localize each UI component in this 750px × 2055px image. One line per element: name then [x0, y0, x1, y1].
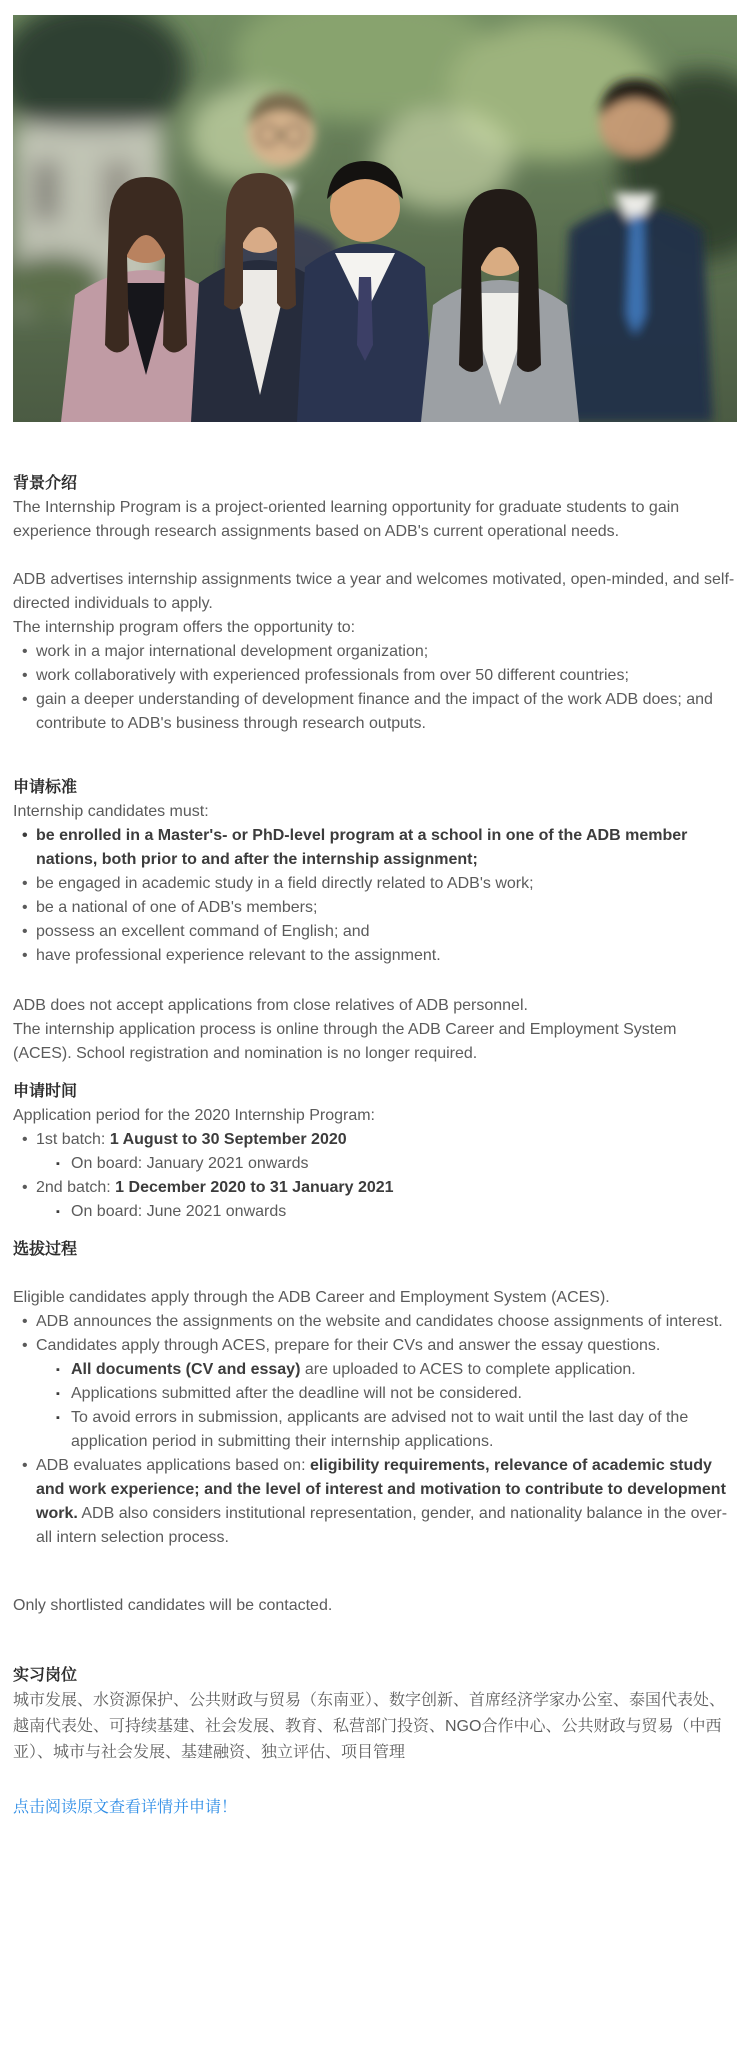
bullet-dot-icon: •: [22, 827, 28, 844]
batch-list: [13, 1128, 737, 1224]
list-item-line: contribute to ADB's business through research outputs.: [36, 715, 426, 732]
section-selection: [13, 1238, 737, 1618]
list-item-text: [36, 824, 737, 872]
list-item-text: possess an excellent command of English; and: [36, 923, 370, 940]
list-item: [56, 1152, 737, 1176]
batch-label: 2nd batch:: [36, 1179, 116, 1196]
bullet-dot-icon: •: [22, 923, 28, 940]
list-item: [22, 1128, 737, 1176]
list-item: [56, 1358, 737, 1382]
list-item: [56, 1406, 737, 1454]
list-item-line: Candidates apply through ACES, prepare for their CVs and answer the essay questions.: [36, 1337, 661, 1354]
footer: [13, 1796, 737, 1820]
bullet-dot-icon: •: [22, 691, 28, 708]
section-heading: 背景介绍: [13, 475, 78, 492]
batch-dates: 1 December 2020 to 31 January 2021: [115, 1179, 394, 1196]
bullet-square-icon: ▪: [56, 1364, 60, 1376]
batch-label: 1st batch:: [36, 1131, 110, 1148]
bullet-dot-icon: •: [22, 643, 28, 660]
interns-photo-illustration: [13, 15, 737, 422]
section-background: [13, 472, 737, 736]
paragraph-line: ADB advertises internship assignments twice a year and welcomes motivated, open-minded, and self-directed individuals to apply.: [13, 571, 735, 612]
bullet-square-icon: ▪: [56, 1388, 60, 1400]
bullet-dot-icon: •: [22, 667, 28, 684]
plain-text: ADB also considers institutional representation, gender, and nationality balance in the over-all intern selection process.: [36, 1505, 728, 1546]
paragraph-line: The internship program offers the opportunity to:: [13, 619, 356, 636]
list-item-text: [36, 1176, 737, 1224]
interns-group-photo[interactable]: [13, 15, 737, 422]
plain-text: are uploaded to ACES to complete application.: [300, 1361, 636, 1378]
paragraph: Internship candidates must:: [13, 803, 209, 820]
section-heading: 申请标准: [13, 779, 78, 796]
paragraph: The Internship Program is a project-oriented learning opportunity for graduate students to gain experience through research assignments based on ADB's current operational needs.: [13, 499, 680, 540]
section-criteria: [13, 776, 737, 1066]
paragraph: Only shortlisted candidates will be contacted.: [13, 1597, 333, 1614]
list-item: [22, 944, 737, 968]
list-item-text: have professional experience relevant to the assignment.: [36, 947, 441, 964]
list-item-text: Applications submitted after the deadline will not be considered.: [71, 1385, 522, 1402]
positions-text: 城市发展、水资源保护、公共财政与贸易（东南亚）、数字创新、首席经济学家办公室、泰国代表处、越南代表处、可持续基建、社会发展、教育、私营部门投资、NGO合作中心、公共财政与贸易（中西亚）、城市与社会发展、基建融资、独立评估、项目管理: [13, 1692, 726, 1761]
plain-text: ADB evaluates applications based on:: [36, 1457, 310, 1474]
bold-text: be enrolled in a Master's- or PhD-level program at a school in one of the ADB member nations, both prior to and after the internship assignment;: [36, 827, 688, 868]
list-item: [22, 664, 737, 688]
paragraph-line: ADB does not accept applications from close relatives of ADB personnel.: [13, 997, 528, 1014]
section-heading: 选拔过程: [13, 1241, 78, 1258]
list-item: [22, 1176, 737, 1224]
batch-sublist: [36, 1200, 737, 1224]
list-item-text: work collaboratively with experienced professionals from over 50 different countries;: [36, 667, 629, 684]
onboard-text: On board: June 2021 onwards: [71, 1203, 287, 1220]
bullet-dot-icon: •: [22, 1313, 28, 1330]
section-timeline: [13, 1080, 737, 1224]
bullet-dot-icon: •: [22, 899, 28, 916]
list-item: [22, 640, 737, 664]
bullet-dot-icon: •: [22, 1457, 28, 1474]
onboard-text: On board: January 2021 onwards: [71, 1155, 309, 1172]
paragraph-line: The internship application process is online through the ADB Career and Employment System (ACES). School registration and nomination is no longer required.: [13, 1021, 677, 1062]
list-item-text: [36, 1334, 737, 1454]
bullet-dot-icon: •: [22, 947, 28, 964]
section-positions: [13, 1664, 737, 1766]
list-item: [22, 824, 737, 872]
batch-dates: 1 August to 30 September 2020: [109, 1131, 347, 1148]
list-item-text: To avoid errors in submission, applicants are advised not to wait until the last day of the application period in submitting their internship applications.: [71, 1409, 689, 1450]
bullet-square-icon: ▪: [56, 1158, 60, 1170]
list-item: [22, 872, 737, 896]
selection-sublist: [36, 1358, 737, 1454]
batch-sublist: [36, 1152, 737, 1176]
section-heading: 申请时间: [13, 1083, 78, 1100]
bullet-dot-icon: •: [22, 1179, 28, 1196]
bullet-dot-icon: •: [22, 1337, 28, 1354]
list-item-text: [36, 1128, 737, 1176]
list-item-text: be engaged in academic study in a field directly related to ADB's work;: [36, 875, 534, 892]
list-item: [22, 920, 737, 944]
list-item: [22, 1454, 737, 1550]
opportunities-list: [13, 640, 737, 736]
bullet-square-icon: ▪: [56, 1412, 60, 1424]
list-item: [56, 1200, 737, 1224]
list-item-text: [71, 1358, 737, 1382]
list-item: [22, 688, 737, 736]
list-item-text: [36, 688, 737, 736]
list-item: [56, 1382, 737, 1406]
paragraph: [13, 568, 737, 640]
list-item: [22, 1310, 737, 1334]
criteria-list: [13, 824, 737, 968]
list-item-text: be a national of one of ADB's members;: [36, 899, 318, 916]
bullet-square-icon: ▪: [56, 1206, 60, 1218]
paragraph: Eligible candidates apply through the ADB Career and Employment System (ACES).: [13, 1289, 610, 1306]
list-item-text: [36, 1454, 737, 1550]
paragraph: Application period for the 2020 Internship Program:: [13, 1107, 375, 1124]
paragraph: [13, 994, 737, 1066]
list-item-line: gain a deeper understanding of development finance and the impact of the work ADB does; and: [36, 691, 713, 708]
selection-list: [13, 1310, 737, 1550]
list-item: [22, 896, 737, 920]
bold-text: All documents (CV and essay): [71, 1361, 301, 1378]
list-item-text: ADB announces the assignments on the website and candidates choose assignments of interest.: [36, 1313, 723, 1330]
read-original-link[interactable]: 点击阅读原文查看详情并申请！: [13, 1799, 238, 1816]
bullet-dot-icon: •: [22, 875, 28, 892]
bullet-dot-icon: •: [22, 1131, 28, 1148]
list-item-text: work in a major international development organization;: [36, 643, 429, 660]
section-heading: 实习岗位: [13, 1667, 78, 1684]
list-item: [22, 1334, 737, 1454]
bold-text: eligibility requirements, relevance of academic study and work experience; and the level of interest and motivation to contribute to development work.: [36, 1457, 726, 1522]
